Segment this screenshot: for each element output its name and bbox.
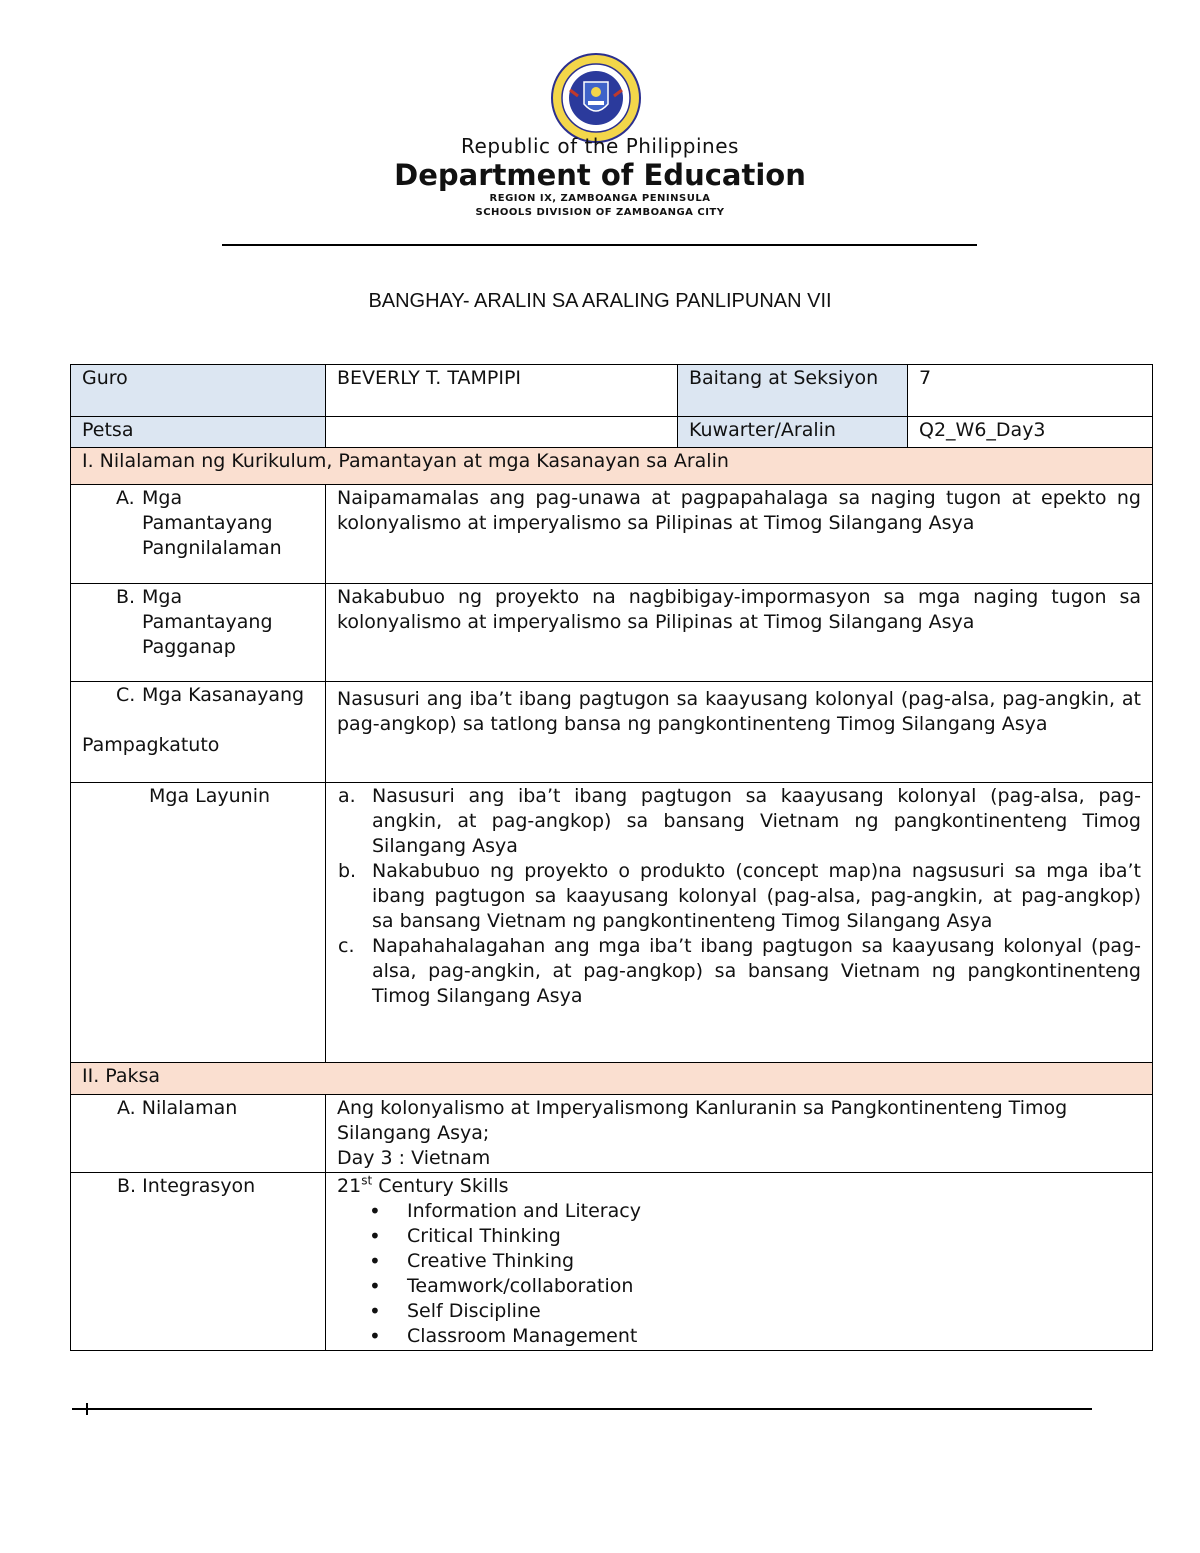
skills-heading-text: Century Skills <box>372 1175 509 1197</box>
kuwarter-value: Q2_W6_Day3 <box>908 417 1153 448</box>
skill-item: • Critical Thinking <box>337 1224 1141 1249</box>
mga-layunin-label: Mga Layunin <box>71 783 326 1063</box>
skills-list <box>337 1199 1141 1349</box>
header-divider <box>222 244 977 246</box>
footer-tick <box>86 1403 88 1415</box>
objective-a-text: Nasusuri ang iba’t ibang pagtugon sa kaayusang kolonyal (pag-alsa, pag-angkin, at pag-angkop) sa bansang Vietnam ng pangkontinenteng Timog Silangang Asya <box>372 785 1141 857</box>
baitang-label: Baitang at Seksiyon <box>678 365 908 417</box>
kasanayang-pampagkatuto-text: Nasusuri ang iba’t ibang pagtugon sa kaayusang kolonyal (pag-alsa, pag-angkin, at pag-angkop) sa tatlong bansa ng pangkontinenteng Timog Silangang Asya <box>326 682 1153 783</box>
pamantayang-pangnilalaman-label <box>71 485 326 584</box>
label-text-c2: Pampagkatuto <box>82 734 220 756</box>
pamantayang-pagganap-text: Nakabubuo ng proyekto na nagbibigay-impormasyon sa mga naging tugon sa kolonyalismo at imperyalismo sa Pilipinas at Timog Silangang Asya <box>326 584 1153 682</box>
section-1-title: I. Nilalaman ng Kurikulum, Pamantayan at mga Kasanayan sa Aralin <box>71 448 1153 485</box>
nilalaman-line-1: Ang kolonyalismo at Imperyalismong Kanluranin sa Pangkontinenteng Timog Silangang Asya; <box>337 1097 1068 1144</box>
guro-label: Guro <box>71 365 326 417</box>
pamantayang-pangnilalaman-text: Naipamamalas ang pag-unawa at pagpapahalaga sa naging tugon at epekto ng kolonyalismo at imperyalismo sa Pilipinas at Timog Silangang Asya <box>326 485 1153 584</box>
department-name: Department of Education <box>394 158 806 192</box>
label-letter-a: A. <box>116 487 135 509</box>
objective-b-text: Nakabubuo ng proyekto o produkto (concept map)na nagsusuri sa mga iba’t ibang pagtugon sa kaayusang kolonyal (pag-alsa, pag-angkin, at pag-angkop) sa bansang Vietnam ng pangkontinenteng Timog Silangang Asya <box>372 860 1141 932</box>
nilalaman-line-2: Day 3 : Vietnam <box>337 1147 491 1169</box>
region-line: REGION IX, ZAMBOANGA PENINSULA <box>489 193 711 204</box>
label-letter-b: B. <box>116 586 136 608</box>
kasanayang-pampagkatuto-label <box>71 682 326 783</box>
objective-c <box>337 934 1141 1009</box>
label-letter-c: C. <box>116 684 136 706</box>
skill-item: • Information and Literacy <box>337 1199 1141 1224</box>
deped-seal-logo <box>550 52 642 144</box>
label-text-b: Mga Pamantayang Pagganap <box>142 586 273 658</box>
footer-divider <box>72 1408 1092 1410</box>
kuwarter-label: Kuwarter/Aralin <box>678 417 908 448</box>
skills-heading-sup: st <box>361 1173 373 1188</box>
integrasyon-content <box>326 1173 1153 1351</box>
section-2-title: II. Paksa <box>71 1063 1153 1095</box>
document-title: BANGHAY- ARALIN SA ARALING PANLIPUNAN VII <box>368 290 832 312</box>
skill-item: • Teamwork/collaboration <box>337 1274 1141 1299</box>
label-text-c: Mga Kasanayang <box>142 684 305 706</box>
skill-item: • Creative Thinking <box>337 1249 1141 1274</box>
integrasyon-label: B. Integrasyon <box>71 1173 326 1351</box>
objective-b-letter: b. <box>338 860 357 882</box>
label-text-a: Mga Pamantayang Pangnilalaman <box>142 487 282 559</box>
petsa-label: Petsa <box>71 417 326 448</box>
republic-line: Republic of the Philippines <box>461 134 739 158</box>
skill-item: • Self Discipline <box>337 1299 1141 1324</box>
guro-value: BEVERLY T. TAMPIPI <box>326 365 678 417</box>
division-line: SCHOOLS DIVISION OF ZAMBOANGA CITY <box>475 207 725 218</box>
petsa-value <box>326 417 678 448</box>
objective-b <box>337 859 1141 934</box>
objective-c-text: Napahahalagahan ang mga iba’t ibang pagtugon sa kaayusang kolonyal (pag-alsa, pag-angkin, at pag-angkop) sa bansang Vietnam ng pangkontinenteng Timog Silangang Asya <box>372 935 1141 1007</box>
lesson-plan-table <box>70 364 1153 1351</box>
objective-c-letter: c. <box>338 935 355 957</box>
nilalaman-text <box>326 1095 1153 1173</box>
pamantayang-pagganap-label <box>71 584 326 682</box>
skills-heading <box>337 1174 1141 1199</box>
skills-heading-number: 21 <box>337 1175 362 1197</box>
baitang-value: 7 <box>908 365 1153 417</box>
skill-item: • Classroom Management <box>337 1324 1141 1349</box>
objective-a-letter: a. <box>338 785 356 807</box>
objective-a <box>337 784 1141 859</box>
nilalaman-label: A. Nilalaman <box>71 1095 326 1173</box>
mga-layunin-list <box>326 783 1153 1063</box>
